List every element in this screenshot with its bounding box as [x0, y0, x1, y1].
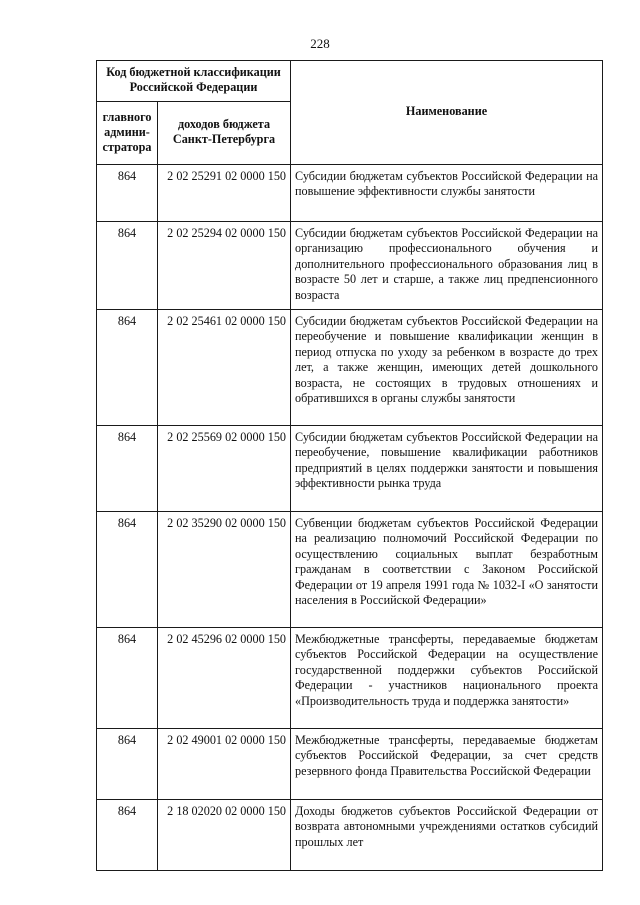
name-cell: Субсидии бюджетам субъектов Российской Федерации на повышение эффективности службы занятости [291, 165, 603, 222]
table-row [97, 512, 603, 628]
name-cell: Субсидии бюджетам субъектов Российской Федерации на организацию профессионального обучения и дополнительного профессионального образования лиц в возрасте 50 лет и старше, а также лиц предпенсионного возраста [291, 222, 603, 310]
budget-code-cell: 2 02 25291 02 0000 150 [158, 165, 291, 222]
budget-code-cell: 2 02 25461 02 0000 150 [158, 310, 291, 426]
page-number: 228 [310, 36, 330, 51]
budget-classification-table [96, 60, 603, 871]
budget-code-cell: 2 02 25294 02 0000 150 [158, 222, 291, 310]
table-row [97, 800, 603, 871]
budget-code-cell: 2 02 45296 02 0000 150 [158, 628, 291, 729]
admin-code-cell: 864 [97, 222, 158, 310]
table-row [97, 222, 603, 310]
name-cell: Субсидии бюджетам субъектов Российской Федерации на переобучение и повышение квалификации женщин в период отпуска по уходу за ребенком в возрасте до трех лет, а также женщин, имеющих детей дошкольного возраста, не состоящих в трудовых отношениях и обратившихся в органы службы занятости [291, 310, 603, 426]
admin-code-cell: 864 [97, 165, 158, 222]
name-cell: Межбюджетные трансферты, передаваемые бюджетам субъектов Российской Федерации, за счет средств резервного фонда Правительства Российской Федерации [291, 729, 603, 800]
admin-code-cell: 864 [97, 628, 158, 729]
name-cell: Доходы бюджетов субъектов Российской Федерации от возврата автономными учреждениями остатков субсидий прошлых лет [291, 800, 603, 871]
table-row [97, 165, 603, 222]
name-cell: Субсидии бюджетам субъектов Российской Федерации на переобучение, повышение квалификации работников предприятий в целях поддержки занятости и повышения эффективности рынка труда [291, 426, 603, 512]
header-row-group [97, 61, 603, 102]
name-cell: Межбюджетные трансферты, передаваемые бюджетам субъектов Российской Федерации на осуществление государственной поддержки субъектов Российской Федерации - участников национального проекта «Производительность труда и поддержка занятости» [291, 628, 603, 729]
table-row [97, 729, 603, 800]
table-row [97, 426, 603, 512]
table-row [97, 628, 603, 729]
admin-code-cell: 864 [97, 310, 158, 426]
header-group-classification: Код бюджетной классификации Российской Федерации [97, 61, 291, 102]
budget-code-cell: 2 02 35290 02 0000 150 [158, 512, 291, 628]
budget-code-cell: 2 18 02020 02 0000 150 [158, 800, 291, 871]
admin-code-cell: 864 [97, 729, 158, 800]
name-cell: Субвенции бюджетам субъектов Российской Федерации на реализацию полномочий Российской Федерации по осуществлению социальных выплат безработным гражданам в соответствии с Законом Российской Федерации от 19 апреля 1991 года № 1032-I «О занятости населения в Российской Федерации» [291, 512, 603, 628]
table-row [97, 310, 603, 426]
header-name: Наименование [291, 61, 603, 165]
header-code: доходов бюджета Санкт-Петербурга [158, 102, 291, 165]
admin-code-cell: 864 [97, 800, 158, 871]
admin-code-cell: 864 [97, 512, 158, 628]
budget-code-cell: 2 02 49001 02 0000 150 [158, 729, 291, 800]
budget-code-cell: 2 02 25569 02 0000 150 [158, 426, 291, 512]
admin-code-cell: 864 [97, 426, 158, 512]
header-admin: главного админи-стратора [97, 102, 158, 165]
